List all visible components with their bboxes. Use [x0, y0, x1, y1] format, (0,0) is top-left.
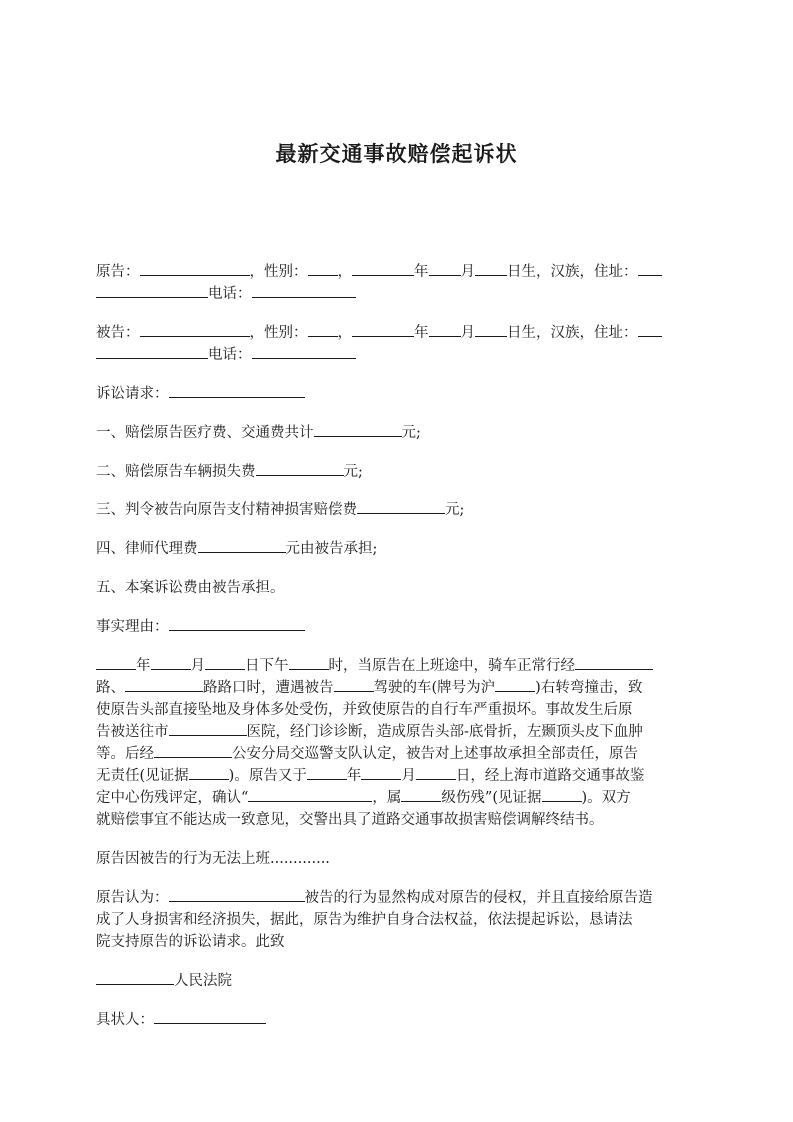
lawyer-fee-blank[interactable] — [198, 538, 286, 553]
month-label: 月 — [460, 264, 475, 280]
defendant-gender-blank[interactable] — [308, 322, 338, 337]
accident-hour-blank[interactable] — [289, 655, 329, 670]
defendant-birth-month-blank[interactable] — [429, 322, 461, 337]
claim-4-text: 四、律师代理费 — [96, 541, 198, 557]
opinion-blank[interactable] — [169, 887, 305, 902]
claim-4 — [96, 538, 696, 560]
court-line — [96, 970, 696, 992]
plate-label: 驾驶的车(牌号为沪 — [373, 680, 496, 696]
year-label: 年 — [346, 768, 362, 784]
facts-4-tail: 医院，经门诊诊断，造成原告头部-底骨折，左颞顶头皮下血肿 — [246, 724, 643, 740]
disability-desc-blank[interactable] — [248, 787, 372, 802]
police-label: 等。后经 — [96, 746, 154, 762]
phone-label: 电话： — [208, 286, 252, 302]
claims-heading-label: 诉讼请求： — [96, 386, 169, 402]
facts-line-7 — [96, 787, 696, 809]
afternoon-label: 日下午 — [245, 658, 289, 674]
claim-4-tail: 元由被告承担; — [285, 541, 378, 557]
plaintiff-birth-month-blank[interactable] — [429, 261, 461, 276]
plaintiff-name-blank[interactable] — [140, 261, 250, 276]
plaintiff-line-2 — [96, 283, 696, 305]
facts-1-tail: 时，当原告在上班途中，骑车正常行经 — [328, 658, 575, 674]
medical-fee-blank[interactable] — [314, 422, 402, 437]
month-label: 月 — [401, 768, 416, 784]
road-blank-1[interactable] — [575, 655, 653, 670]
year-label: 年 — [136, 658, 151, 674]
road-blank-2[interactable] — [125, 677, 203, 692]
accident-month-blank[interactable] — [151, 655, 191, 670]
claim-1-text: 一、赔偿原告医疗费、交通费共计 — [96, 425, 314, 441]
opinion-line-3 — [96, 931, 696, 953]
opinion-line-2 — [96, 909, 696, 931]
facts-line-3 — [96, 699, 696, 721]
document-title: 最新交通事故赔偿起诉状 — [275, 142, 518, 166]
defendant-phone-blank[interactable] — [252, 344, 356, 359]
signature-line — [96, 1009, 696, 1031]
facts-line-8 — [96, 809, 696, 831]
facts-7-tail: )。双方 — [581, 790, 631, 806]
unable-to-work-line — [96, 848, 696, 870]
facts-line-5 — [96, 743, 696, 765]
plaintiff-address-blank[interactable] — [638, 261, 662, 276]
mental-damage-blank[interactable] — [357, 499, 445, 514]
plaintiff-gender-blank[interactable] — [308, 261, 338, 276]
month-label: 月 — [190, 658, 205, 674]
defendant-line-1 — [96, 322, 696, 344]
intersection-label: 路路口时，遭遇被告 — [203, 680, 334, 696]
claim-1 — [96, 422, 696, 444]
facts-heading — [96, 616, 696, 638]
facts-line-4 — [96, 721, 696, 743]
accident-year-blank[interactable] — [96, 655, 136, 670]
yuan-label: 元; — [401, 425, 421, 441]
facts-3-text: 使原告头部直接坠地及身体多处受伤，并致使原告的自行车严重损坏。事故发生后原 — [96, 702, 633, 718]
facts-heading-label: 事实理由： — [96, 619, 169, 635]
birth-address-label: 日生，汉族，住址： — [507, 325, 638, 341]
comma: ， — [337, 264, 352, 280]
defendant-line-2 — [96, 344, 696, 366]
yuan-label: 元; — [343, 464, 363, 480]
facts-line-2 — [96, 677, 696, 699]
defendant-label: 被告： — [96, 325, 140, 341]
unable-to-work-text: 原告因被告的行为无法上班............. — [96, 851, 330, 867]
signature-blank[interactable] — [154, 1009, 266, 1024]
defendant-birth-year-blank[interactable] — [352, 322, 414, 337]
opinion-line-1 — [96, 887, 696, 909]
facts-2-tail: )右转弯撞击，致 — [535, 680, 643, 696]
defendant-address-blank-2[interactable] — [96, 344, 208, 359]
court-blank[interactable] — [96, 970, 174, 985]
police-branch-blank[interactable] — [154, 743, 232, 758]
disability-grade-blank[interactable] — [401, 787, 441, 802]
birth-address-label: 日生，汉族，住址： — [507, 264, 638, 280]
accident-day-blank[interactable] — [205, 655, 245, 670]
opinion-2-text: 成了人身损害和经济损失，据此，原告为维护自身合法权益，依法提起诉讼，恳请法 — [96, 912, 633, 928]
claims-blank[interactable] — [169, 383, 305, 398]
hospital-label: 告被送往市 — [96, 724, 169, 740]
plaintiff-birth-year-blank[interactable] — [352, 261, 414, 276]
disability-evidence-label: 级伤残”(见证据 — [441, 790, 542, 806]
facts-8-text: 就赔偿事宜不能达成一致意见，交警出具了道路交通事故损害赔偿调解终结书。 — [96, 812, 604, 828]
evidence-label: 无责任(见证据 — [96, 768, 189, 784]
year-label: 年 — [414, 325, 429, 341]
facts-blank[interactable] — [169, 616, 305, 631]
month-label: 月 — [460, 325, 475, 341]
court-label: 人民法院 — [174, 973, 232, 989]
facts-5-tail: 公安分局交巡警支队认定，被告对上述事故承担全部责任，原告 — [232, 746, 638, 762]
signature-label: 具状人： — [96, 1012, 154, 1028]
opinion-1-tail: 被告的行为显然构成对原告的侵权，并且直接给原告造 — [304, 890, 653, 906]
gender-label: ，性别： — [249, 325, 308, 341]
facts-6-tail: 日，经上海市道路交通事故鉴 — [455, 768, 645, 784]
claim-3-text: 三、判令被告向原告支付精神损害赔偿费 — [96, 502, 357, 518]
claim-5 — [96, 577, 696, 599]
assessment-month-blank[interactable] — [361, 765, 401, 780]
claims-heading — [96, 383, 696, 405]
confirm-label: 定中心伤残评定，确认“ — [96, 790, 249, 806]
defendant-address-blank[interactable] — [638, 322, 662, 337]
comma: ， — [337, 325, 352, 341]
facts-line-1 — [96, 655, 696, 677]
plaintiff-address-blank-2[interactable] — [96, 283, 208, 298]
claim-2 — [96, 461, 696, 483]
claim-2-text: 二、赔偿原告车辆损失费 — [96, 464, 256, 480]
road-label: 路、 — [96, 680, 125, 696]
driver-blank[interactable] — [334, 677, 374, 692]
yuan-label: 元; — [445, 502, 465, 518]
plaintiff-phone-blank[interactable] — [252, 283, 356, 298]
evidence-blank-1[interactable] — [189, 765, 229, 780]
defendant-birth-day-blank[interactable] — [475, 322, 507, 337]
plate-blank[interactable] — [495, 677, 535, 692]
facts-line-6 — [96, 765, 696, 787]
vehicle-loss-blank[interactable] — [256, 461, 344, 476]
gender-label: ，性别： — [249, 264, 308, 280]
assessment-year-blank[interactable] — [307, 765, 347, 780]
plaintiff-birth-day-blank[interactable] — [475, 261, 507, 276]
claim-5-text: 五、本案诉讼费由被告承担。 — [96, 580, 285, 596]
evidence-blank-2[interactable] — [542, 787, 582, 802]
plaintiff-on-label: )。原告又于 — [228, 768, 307, 784]
phone-label: 电话： — [208, 347, 252, 363]
opinion-3-text: 院支持原告的诉讼请求。此致 — [96, 934, 285, 950]
opinion-label: 原告认为： — [96, 890, 169, 906]
grade-label: ，属 — [372, 790, 402, 806]
year-label: 年 — [414, 264, 429, 280]
plaintiff-line-1 — [96, 261, 696, 283]
claim-3 — [96, 499, 696, 521]
defendant-name-blank[interactable] — [140, 322, 250, 337]
plaintiff-label: 原告： — [96, 264, 140, 280]
hospital-blank[interactable] — [169, 721, 247, 736]
assessment-day-blank[interactable] — [416, 765, 456, 780]
